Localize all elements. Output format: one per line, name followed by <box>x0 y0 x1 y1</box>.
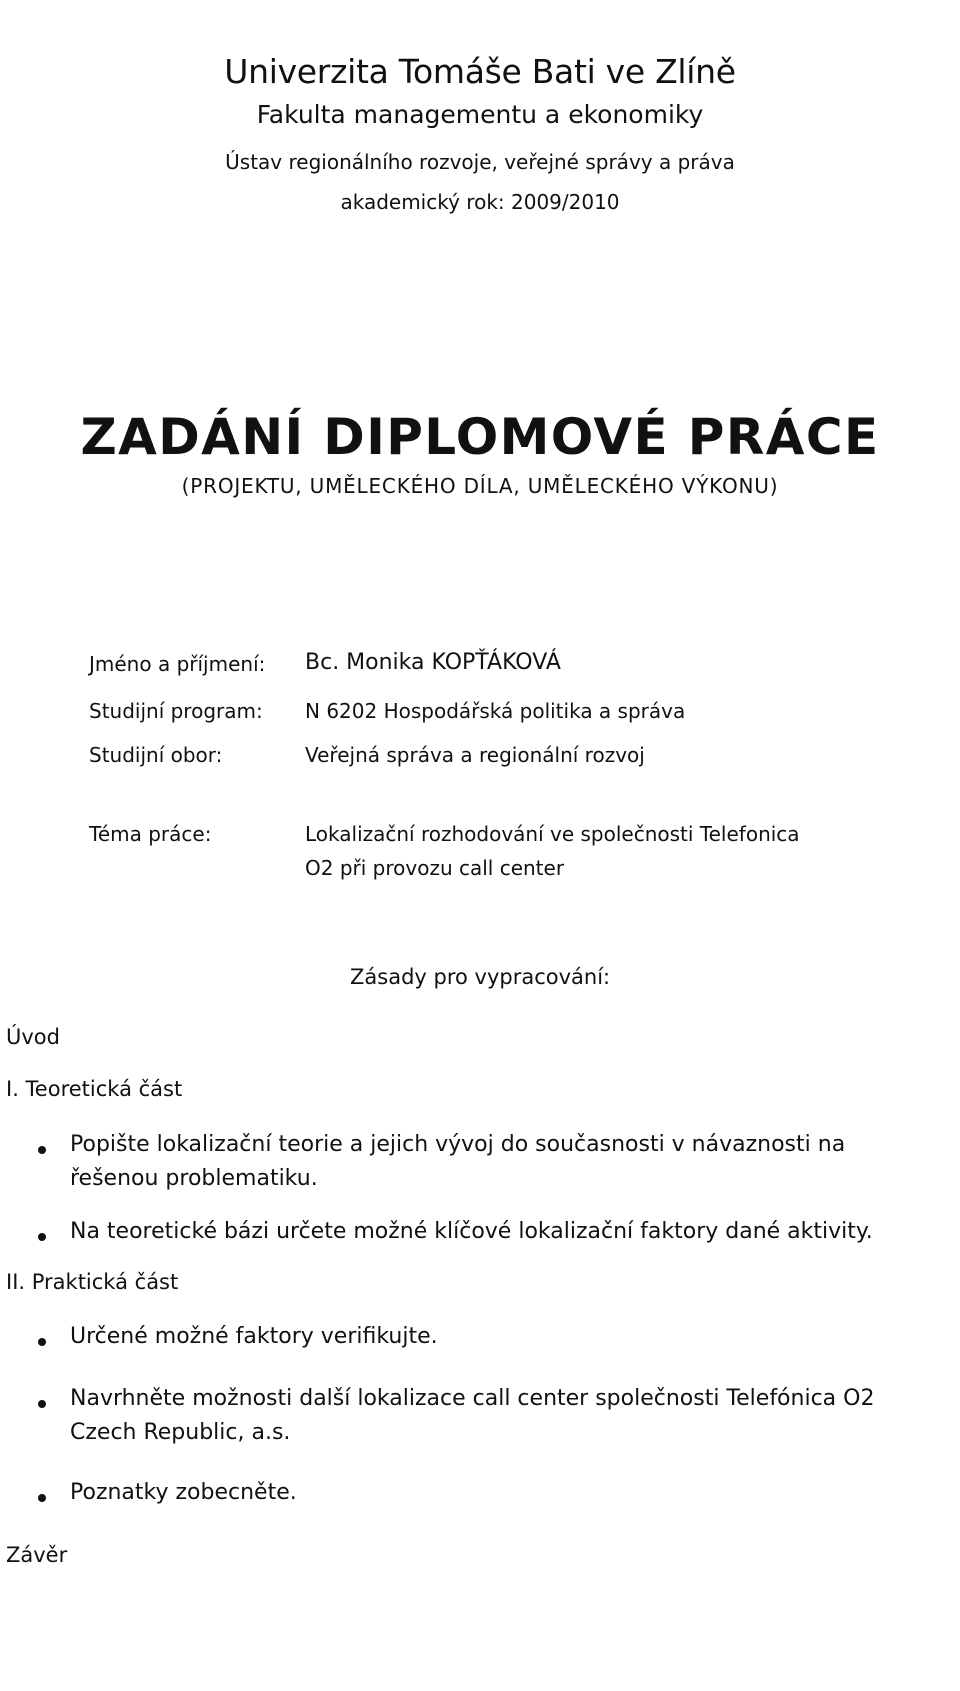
university-name: Univerzita Tomáše Bati ve Zlíně <box>224 52 736 91</box>
practice-item-2: Navrhněte možnosti další lokalizace call center společnosti Telefónica O2 Czech Republic, a.s. <box>70 1386 875 1445</box>
field-label: Studijní obor: <box>89 743 223 767</box>
section-theory: I. Teoretická část <box>6 1077 183 1101</box>
name-value: Bc. Monika KOPŤÁKOVÁ <box>305 650 561 675</box>
practice-item-1: Určené možné faktory verifikujte. <box>70 1324 438 1349</box>
document-subtitle: (PROJEKTU, UMĚLECKÉHO DÍLA, UMĚLECKÉHO VÝKONU) <box>181 474 779 498</box>
section-conclusion: Závěr <box>6 1543 68 1567</box>
bullet-icon <box>38 1233 46 1241</box>
faculty-name: Fakulta managementu a ekonomiky <box>256 100 704 129</box>
bullet-icon <box>38 1400 46 1408</box>
theory-item-2: Na teoretické bázi určete možné klíčové lokalizační faktory dané aktivity. <box>70 1219 873 1244</box>
section-practice: II. Praktická část <box>6 1270 179 1294</box>
topic-label: Téma práce: <box>89 822 212 846</box>
topic-value-line2: O2 při provozu call center <box>305 856 565 880</box>
field-value: Veřejná správa a regionální rozvoj <box>305 743 645 767</box>
name-label: Jméno a příjmení: <box>89 652 266 676</box>
institute-name: Ústav regionálního rozvoje, veřejné správy a práva <box>225 150 735 174</box>
topic-value-line1: Lokalizační rozhodování ve společnosti Telefonica <box>305 822 800 846</box>
practice-item-3: Poznatky zobecněte. <box>70 1480 297 1505</box>
program-value: N 6202 Hospodářská politika a správa <box>305 699 686 723</box>
program-label: Studijní program: <box>89 699 263 723</box>
section-intro: Úvod <box>6 1025 60 1049</box>
bullet-icon <box>38 1494 46 1502</box>
theory-item-1: Popište lokalizační teorie a jejich vývoj do současnosti v návaznosti na řešenou problematiku. <box>70 1132 846 1191</box>
principles-heading: Zásady pro vypracování: <box>350 965 611 989</box>
document-title: ZADÁNÍ DIPLOMOVÉ PRÁCE <box>80 408 880 466</box>
bullet-icon <box>38 1338 46 1346</box>
academic-year: akademický rok: 2009/2010 <box>340 190 620 214</box>
bullet-icon <box>38 1146 46 1154</box>
